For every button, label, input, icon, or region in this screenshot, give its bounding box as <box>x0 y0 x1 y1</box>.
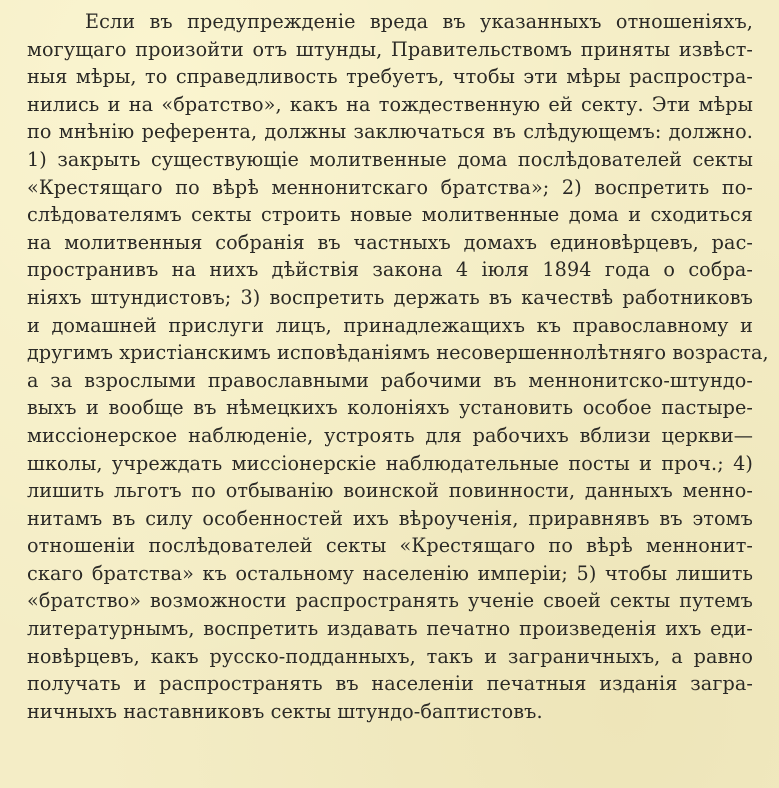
text-line: получать и распространять въ населеніи печатныя изданія загра- <box>27 672 753 696</box>
text-line: слѣдователямъ секты строить новые молитвенные дома и сходиться <box>27 203 753 227</box>
text-line: пространивъ на нихъ дѣйствія закона 4 іюля 1894 года о собра- <box>27 258 753 282</box>
text-line: лишить льготъ по отбыванію воинской повинности, данныхъ менно- <box>27 479 753 503</box>
text-line: а за взрослыми православными рабочими въ меннонитско-штундо- <box>27 368 753 392</box>
text-line: новѣрцевъ, какъ русско-подданныхъ, такъ и заграничныхъ, а равно <box>27 644 753 668</box>
text-line: нитамъ въ силу особенностей ихъ вѣроученія, приравнявъ въ этомъ <box>27 506 753 530</box>
text-line: выхъ и вообще въ нѣмецкихъ колоніяхъ установить особое пастыре- <box>27 396 753 420</box>
text-line: скаго братства» къ остальному населенію имперіи; 5) чтобы лишить <box>27 561 753 585</box>
text-line: отношеніи послѣдователей секты «Крестящаго по вѣрѣ меннонит- <box>27 534 753 558</box>
text-line: «братство» возможности распространять ученіе своей секты путемъ <box>27 589 753 613</box>
text-line: на молитвенныя собранія въ частныхъ домахъ единовѣрцевъ, рас- <box>27 230 753 254</box>
text-line: ніяхъ штундистовъ; 3) воспретить держать въ качествѣ работниковъ <box>27 285 753 309</box>
text-line: школы, учреждать миссіонерскіе наблюдательные посты и проч.; 4) <box>27 451 753 475</box>
text-line: могущаго произойти отъ штунды, Правительствомъ приняты извѣст- <box>27 37 753 61</box>
text-line: литературнымъ, воспретить издавать печатно произведенія ихъ еди- <box>27 617 753 641</box>
text-line: нились и на «братство», какъ на тождественную ей секту. Эти мѣры <box>27 92 753 116</box>
text-line: другимъ христіанскимъ исповѣданіямъ несовершеннолѣтняго возраста, <box>27 341 769 365</box>
document-text <box>27 8 769 725</box>
text-line: 1) закрыть существующіе молитвенные дома послѣдователей секты <box>27 147 753 171</box>
text-line: ныя мѣры, то справедливость требуетъ, чтобы эти мѣры распростра- <box>27 65 753 89</box>
text-line: Если въ предупрежденіе вреда въ указанныхъ отношеніяхъ, <box>85 10 753 33</box>
text-line: ничныхъ наставниковъ секты штундо-баптистовъ. <box>27 699 543 723</box>
text-line: «Крестящаго по вѣрѣ меннонитскаго братства»; 2) воспретить по- <box>27 175 753 199</box>
text-line: миссіонерское наблюденіе, устроять для рабочихъ вблизи церкви— <box>27 423 753 447</box>
text-line: по мнѣнію референта, должны заключаться въ слѣдующемъ: должно. <box>27 120 753 144</box>
text-line: и домашней прислуги лицъ, принадлежащихъ къ православному и <box>27 313 753 337</box>
